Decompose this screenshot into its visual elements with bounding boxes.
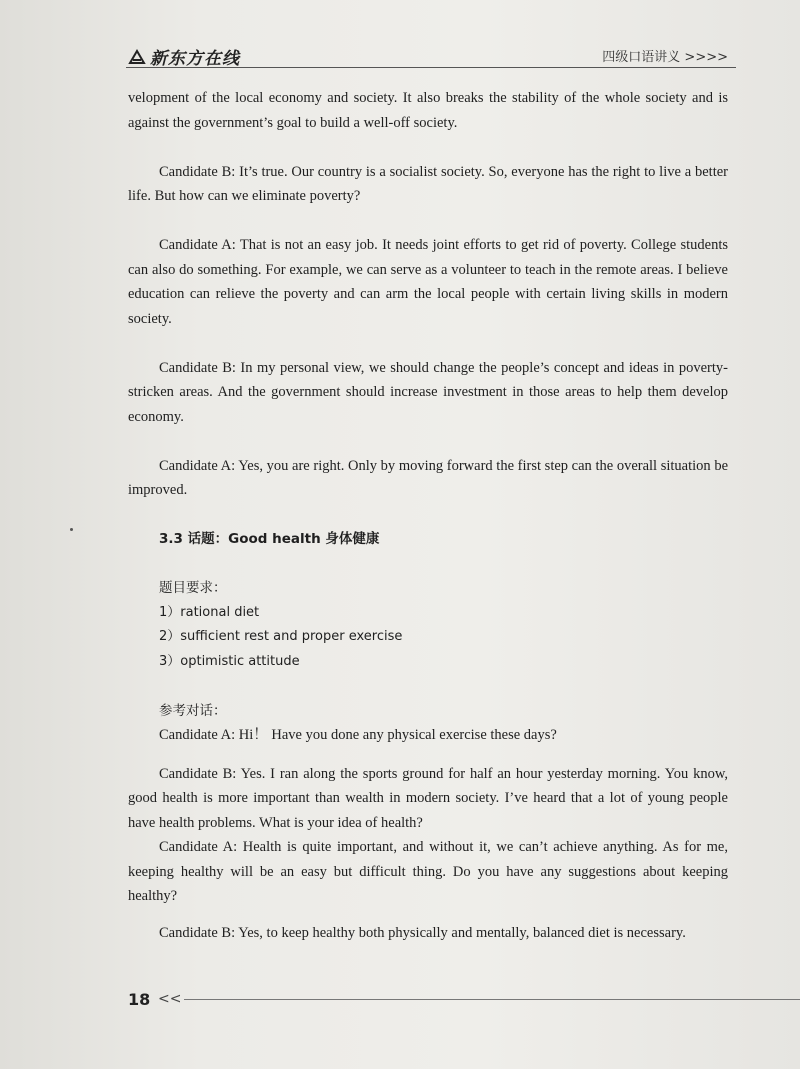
dialogue-line: Candidate A: Health is quite important, and without it, we can’t achieve anything. As for me, keeping healthy will be an easy but difficult thing. Do you have any suggestions about keeping healthy? <box>128 839 728 904</box>
logo-mark-icon <box>128 49 146 65</box>
paragraph-continuation: velopment of the local economy and society. It also breaks the stability of the whole society and is against the government’s goal to build a well-off society. <box>128 90 728 131</box>
section-title: 3.3 话题：Good health 身体健康 <box>159 531 380 547</box>
requirement-item: 1）rational diet <box>159 604 260 620</box>
dialogue-line: Candidate B: Yes, to keep healthy both physically and mentally, balanced diet is necessary. <box>159 924 686 941</box>
footer-arrows: << <box>158 991 182 1007</box>
paragraph-candidate-b-1: Candidate B: It’s true. Our country is a socialist society. So, everyone has the right to live a better life. But how can we eliminate poverty? <box>128 163 728 204</box>
requirements-heading: 题目要求： <box>159 580 227 596</box>
publisher-logo <box>128 44 240 69</box>
footer-divider <box>184 999 800 1000</box>
paragraph-candidate-b-2: Candidate B: In my personal view, we should change the people’s concept and ideas in poverty-stricken areas. And the government should increase investment in those areas to help them develop economy. <box>128 359 728 425</box>
dialogue-line: Candidate A: Hi！ Have you done any physical exercise these days? <box>159 727 557 743</box>
page-number: 18 <box>128 990 151 1009</box>
page-body <box>128 86 728 945</box>
header-divider <box>126 67 736 68</box>
requirement-item: 2）sufficient rest and proper exercise <box>159 629 403 644</box>
dialogue-line: Candidate B: Yes. I ran along the sports ground for half an hour yesterday morning. You know, good health is more important than wealth in modern society. I’ve heard that a lot of young people have health problems. What is your idea of health? <box>128 765 728 831</box>
logo-text: 新东方在线 <box>150 49 240 69</box>
requirement-item: 3）optimistic attitude <box>159 653 300 669</box>
reference-heading: 参考对话： <box>159 702 227 719</box>
paragraph-candidate-a-2: Candidate A: Yes, you are right. Only by moving forward the first step can the overall situation be improved. <box>128 457 728 498</box>
paragraph-candidate-a-1: Candidate A: That is not an easy job. It needs joint efforts to get rid of poverty. College students can also do something. For example, we can serve as a volunteer to teach in the remote areas. I believe education can relieve the poverty and can arm the local people with certain living skills in modern society. <box>128 237 728 327</box>
header-course-title: 四级口语讲义 >>>> <box>602 50 728 65</box>
page-mark <box>70 528 73 531</box>
